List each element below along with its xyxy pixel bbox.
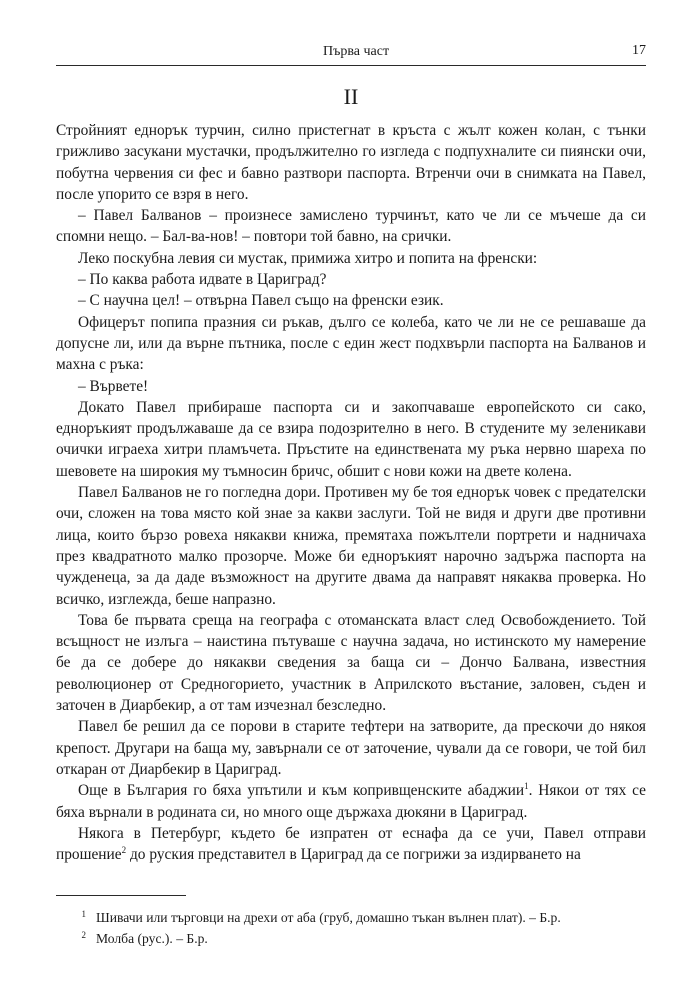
paragraph — [56, 823, 646, 866]
paragraph: Павел Балванов не го погледна дори. Противен му бе тоя еднорък човек с предателски очи, сложен на това място кой знае за какви заслуги. Той не видя и други две противни лица, които бързо ровеха някакви книжа, премятаха пожълтели портрети и надничаха през квадратното малко прозорче. Може би едноръкият нарочно задържа паспорта на чужденеца, за да даде възможност на другите двама да направят някаква проверка. Но всичко, изглежда, беше напразно. — [56, 484, 646, 608]
page-number: 17 — [632, 43, 646, 58]
paragraph-text: Още в България го бяха упътили и към копривщенските абаджии — [78, 782, 525, 800]
footnote-text: Молба (рус.). – Б.р. — [96, 931, 208, 946]
footnote-number: 1 — [81, 909, 86, 919]
paragraph: Офицерът попипа празния си ръкав, дълго се колеба, като че ли не се решаваше да допусне ли, или да върне пътника, после с един жест подхвърли паспорта на Балванов и махна с ръка: — [56, 313, 646, 374]
paragraph: – Павел Балванов – произнесе замислено турчинът, като че ли се мъчеше да си спомни нещо. – Бал-ва-нов! – повтори той бавно, на срички. — [56, 207, 646, 246]
paragraph: Стройният еднорък турчин, силно пристегнат в кръста с жълт кожен колан, с тънки грижливо засукани мустачки, продължително го изгледа с подпухналите си пиянски очи, побутна червения си фес и бавно разтвори паспорта. Втренчи очи в снимката на Павел, после упорито се взря в него. — [56, 122, 646, 203]
paragraph-text: до руския представител в Цариград да се погрижи за издирването на — [126, 846, 581, 864]
paragraph: – С научна цел! – отвърна Павел също на френски език. — [78, 292, 444, 310]
book-page — [56, 0, 646, 996]
body-text — [56, 120, 646, 865]
footnote — [56, 907, 646, 928]
paragraph: – По каква работа идвате в Цариград? — [78, 271, 327, 289]
footnote-marker: 1 — [524, 781, 529, 792]
paragraph: Леко поскубна левия си мустак, примижа хитро и попита на френски: — [78, 249, 538, 267]
header-rule — [56, 65, 646, 66]
paragraph: Павел бе решил да се порови в старите тефтери на затворите, да прескочи до някоя крепост. Другари на баща му, завърнали се от заточение, чували да се говори, че той бил откаран от Диарбекир в Цариград. — [56, 718, 646, 778]
running-title: Първа част — [323, 44, 390, 59]
paragraph: Докато Павел прибираше паспорта си и закопчаваше европейското си сако, едноръкият продължаваше да се взира подозрително в него. В студените му зеленикави очички играеха хитри пламъчета. Пръстите на единствената му ръка нервно шареха по шевовете на широкия му тъмносин бричс, обшит с нови кожи на двете колена. — [56, 398, 646, 480]
paragraph: Това бе първата среща на географа с отоманската власт след Освобождението. Той всъщност не излъга – наистина пътуваше с научна задача, но истинското му намерение бе да се добере до някакви сведения за баща си – Дончо Балвана, известния революционер от Средногорието, участник в Априлското въстание, заловен, съден и заточен в Диарбекир, а от там изчезнал безследно. — [56, 611, 646, 715]
footnotes — [56, 907, 646, 949]
paragraph-text: Някога в Петербург, където бе изпратен от еснафа да се учи, Павел отправи прошение — [56, 824, 646, 864]
paragraph-text: . Някои от тях се бяха върнали в родината си, но много още държаха дюкяни в Цариград. — [56, 782, 646, 821]
footnote-marker: 2 — [121, 844, 127, 855]
chapter-number: II — [343, 84, 359, 109]
footnote-rule — [56, 895, 186, 896]
paragraph — [56, 780, 646, 823]
footnote-number: 2 — [81, 930, 86, 940]
footnote-text: Шивачи или търговци на дрехи от аба (груб, домашно тъкан вълнен плат). – Б.р. — [96, 910, 561, 925]
running-head — [56, 40, 646, 64]
footnote — [56, 928, 646, 949]
paragraph: – Вървете! — [78, 377, 149, 395]
